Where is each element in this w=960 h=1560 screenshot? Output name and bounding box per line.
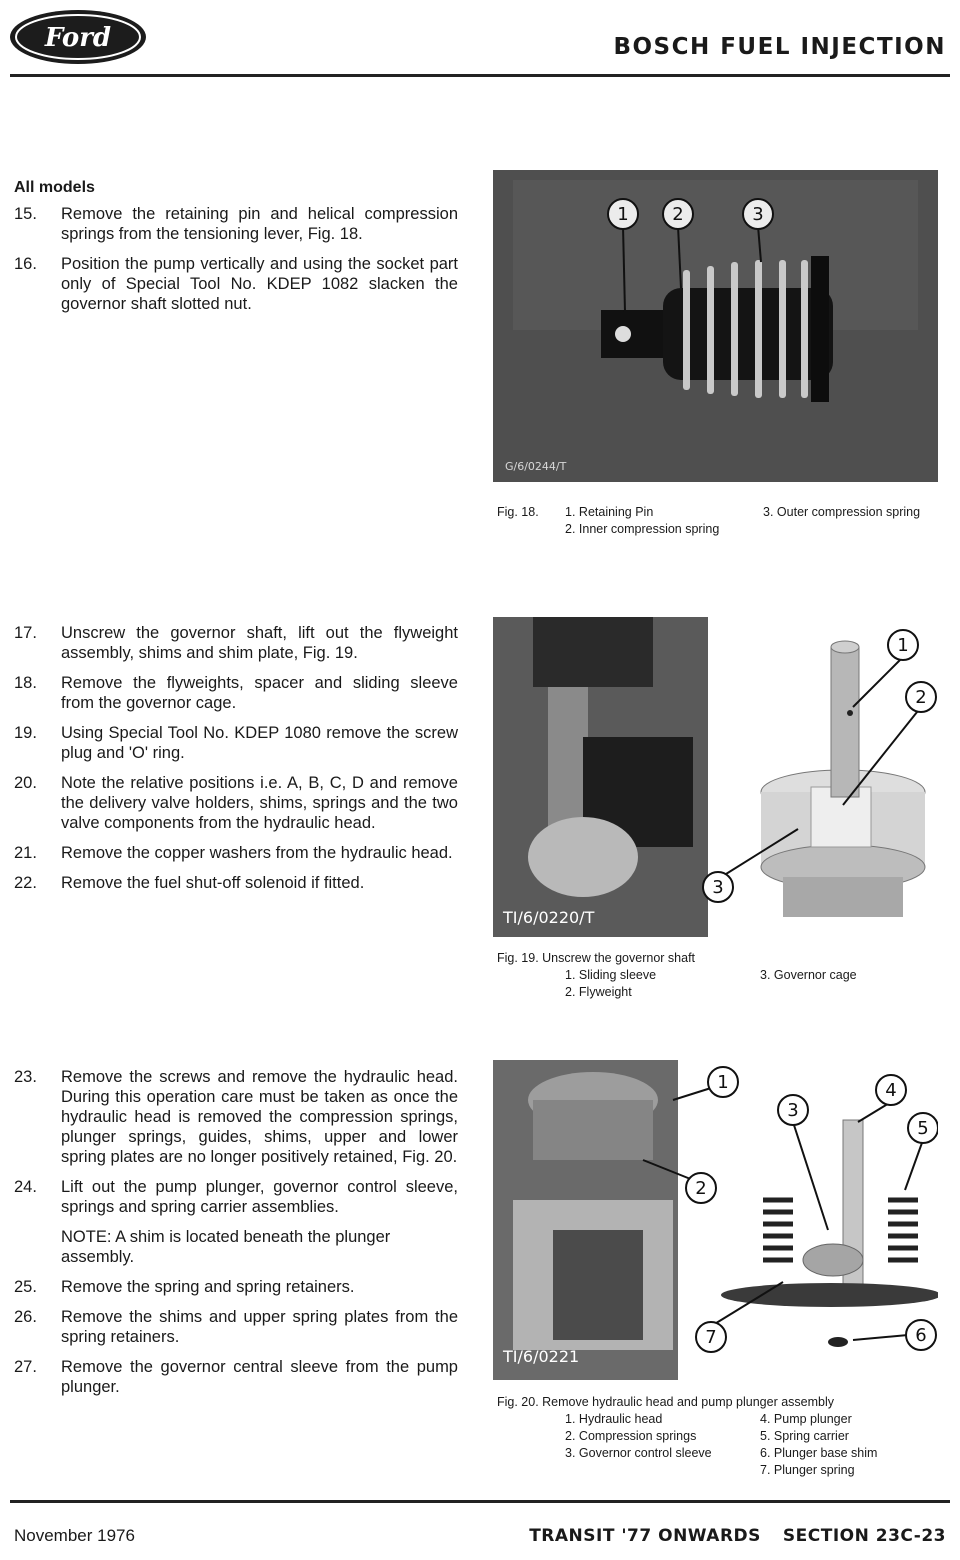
- step-text: Remove the copper washers from the hydraulic head.: [61, 844, 453, 862]
- caption-title: Fig. 19. Unscrew the governor shaft: [497, 951, 696, 965]
- step-text: Remove the fuel shut-off solenoid if fitted.: [61, 874, 365, 892]
- step-number: 26.: [14, 1308, 37, 1326]
- callout-1: 1: [897, 635, 909, 656]
- caption-item-2: 2. Flyweight: [565, 985, 632, 999]
- step-16: [14, 254, 458, 314]
- step-text: Note the relative positions i.e. A, B, C, D and remove the delivery valve holders, shims, springs and the two valve components from the hydraulic head.: [61, 774, 458, 832]
- caption-item-5: 5. Spring carrier: [760, 1429, 849, 1443]
- caption-item-3: 3. Governor cage: [760, 968, 857, 982]
- footer-divider: [10, 1500, 950, 1503]
- figure-18-caption: [497, 504, 937, 538]
- step-18: [14, 673, 458, 713]
- caption-item-1: 1. Sliding sleeve: [565, 968, 657, 982]
- step-26: [14, 1307, 458, 1347]
- step-number: 17.: [14, 624, 37, 642]
- figure-20-photo: [493, 1060, 938, 1380]
- figure-19-photo: [493, 617, 938, 937]
- callout-1: 1: [617, 204, 629, 225]
- step-24: [14, 1177, 458, 1217]
- callout-3: 3: [752, 204, 764, 225]
- step-25: [14, 1277, 458, 1297]
- footer-date: November 1976: [14, 1526, 135, 1545]
- figure-18-photo: [493, 170, 938, 482]
- callout-1: 1: [717, 1072, 729, 1093]
- step-22: [14, 873, 458, 893]
- steps-section-2: [14, 623, 458, 903]
- caption-title: Fig. 20. Remove hydraulic head and pump plunger assembly: [497, 1395, 834, 1409]
- footer-publication: [529, 1526, 946, 1546]
- callout-4: 4: [885, 1080, 897, 1101]
- caption-item-2: 2. Compression springs: [565, 1429, 697, 1443]
- callout-5: 5: [917, 1118, 929, 1139]
- step-text: Remove the shims and upper spring plates from the spring retainers.: [61, 1308, 458, 1346]
- step-23: [14, 1067, 458, 1167]
- step-number: 18.: [14, 674, 37, 692]
- step-note: NOTE: A shim is located beneath the plunger assembly.: [61, 1228, 391, 1266]
- figure-19-caption: [497, 950, 937, 1001]
- step-number: 23.: [14, 1068, 37, 1086]
- ford-logo: [8, 8, 148, 66]
- step-number: 21.: [14, 844, 37, 862]
- step-text: Position the pump vertically and using the socket part only of Special Tool No. KDEP 1082 slacken the governor shaft slotted nut.: [61, 255, 458, 313]
- step-number: 25.: [14, 1278, 37, 1296]
- step-15: [14, 204, 458, 244]
- figure-ref: TI/6/0221: [503, 1347, 580, 1366]
- figure-20-caption: [497, 1394, 937, 1479]
- callout-2: 2: [695, 1178, 707, 1199]
- callout-3: 3: [712, 877, 724, 898]
- caption-item-6: 6. Plunger base shim: [760, 1446, 878, 1460]
- step-text: Remove the screws and remove the hydraulic head. During this operation care must be taken as once the hydraulic head is removed the compression springs, plunger springs, guides, shims, upper and lower spring plates are no longer positively retained, Fig. 20.: [61, 1068, 458, 1166]
- step-number: 22.: [14, 874, 37, 892]
- step-number: 27.: [14, 1358, 37, 1376]
- step-17: [14, 623, 458, 663]
- caption-item-1: 1. Retaining Pin: [565, 505, 654, 519]
- step-21: [14, 843, 458, 863]
- caption-item-1: 1. Hydraulic head: [565, 1412, 663, 1426]
- step-text: Remove the retaining pin and helical compression springs from the tensioning lever, Fig. 18.: [61, 205, 458, 243]
- caption-item-2: 2. Inner compression spring: [565, 522, 720, 536]
- step-text: Remove the flyweights, spacer and sliding sleeve from the governor cage.: [61, 674, 458, 712]
- callout-2: 2: [672, 204, 684, 225]
- caption-item-4: 4. Pump plunger: [760, 1412, 852, 1426]
- callout-2: 2: [915, 687, 927, 708]
- step-text: Unscrew the governor shaft, lift out the flyweight assembly, shims and shim plate, Fig. 19.: [61, 624, 458, 662]
- step-27: [14, 1357, 458, 1397]
- step-number: 24.: [14, 1178, 37, 1196]
- publication-title: TRANSIT '77 ONWARDS: [529, 1526, 761, 1546]
- callout-7: 7: [705, 1327, 717, 1348]
- page-title: BOSCH FUEL INJECTION: [613, 34, 946, 60]
- step-text: Lift out the pump plunger, governor control sleeve, springs and spring carrier assemblies.: [61, 1178, 458, 1216]
- group-heading: All models: [14, 179, 95, 196]
- logo-wordmark: Ford: [44, 23, 112, 53]
- step-text: Remove the governor central sleeve from the pump plunger.: [61, 1358, 458, 1396]
- step-20: [14, 773, 458, 833]
- caption-item-3: 3. Outer compression spring: [763, 505, 921, 519]
- caption-item-3: 3. Governor control sleeve: [565, 1446, 712, 1460]
- step-text: Using Special Tool No. KDEP 1080 remove the screw plug and 'O' ring.: [61, 724, 458, 762]
- step-number: 15.: [14, 205, 37, 223]
- caption-item-7: 7. Plunger spring: [760, 1463, 855, 1477]
- figure-ref: TI/6/0220/T: [503, 908, 595, 927]
- steps-section-1: [14, 178, 458, 324]
- step-19: [14, 723, 458, 763]
- header-divider: [10, 74, 950, 77]
- steps-section-3: [14, 1067, 458, 1407]
- caption-title: Fig. 18.: [497, 505, 539, 519]
- callout-6: 6: [915, 1325, 927, 1346]
- section-number: SECTION 23C-23: [782, 1526, 946, 1546]
- figure-ref: G/6/0244/T: [505, 460, 567, 473]
- step-number: 20.: [14, 774, 37, 792]
- step-number: 16.: [14, 255, 37, 273]
- step-number: 19.: [14, 724, 37, 742]
- callout-3: 3: [787, 1100, 799, 1121]
- step-text: Remove the spring and spring retainers.: [61, 1278, 355, 1296]
